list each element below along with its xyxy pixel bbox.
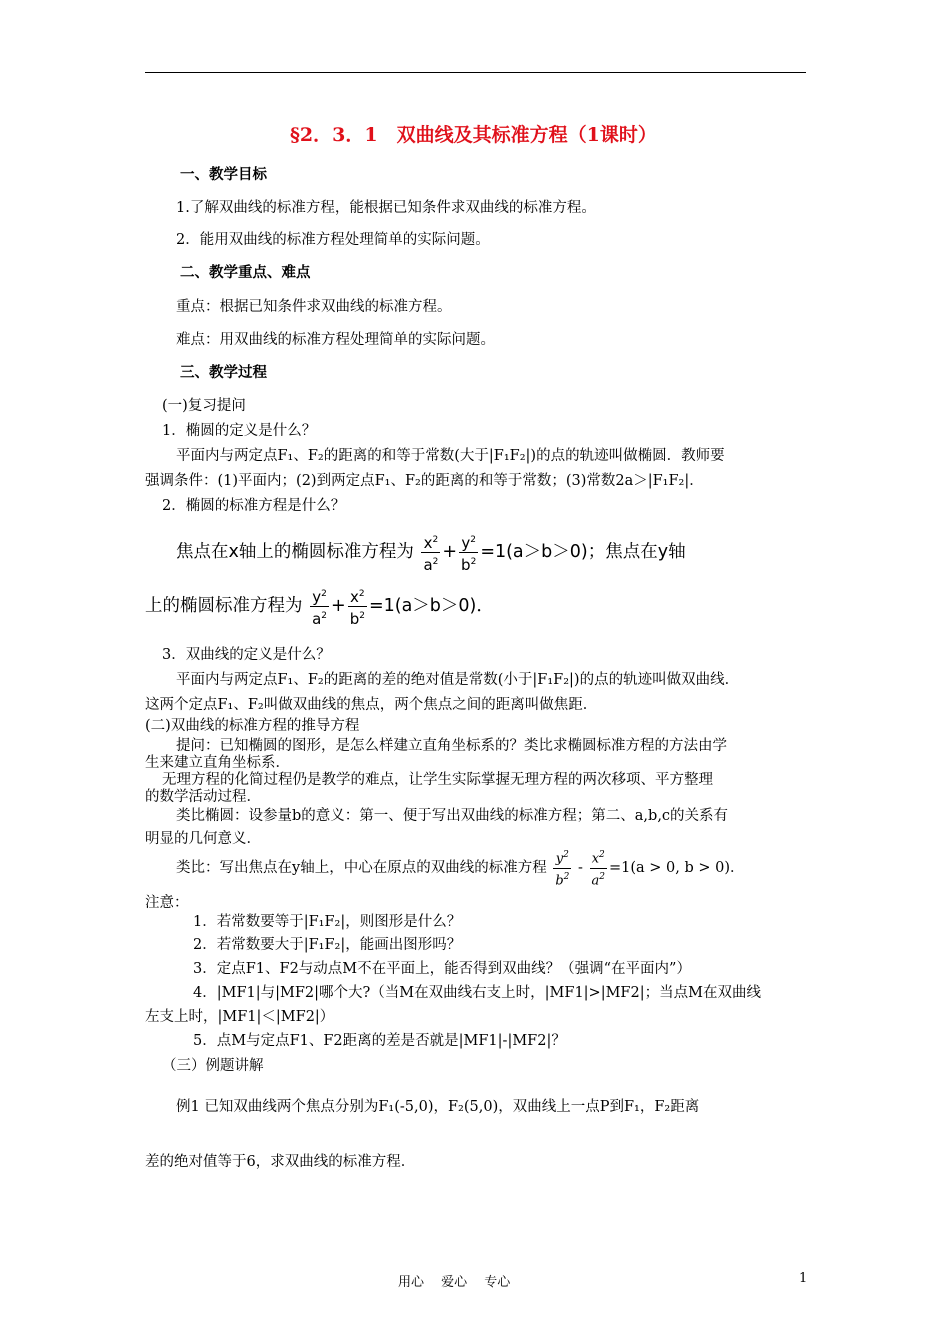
derivation-p2-line2: 的数学活动过程． (145, 789, 261, 805)
derivation-p1-line2: 生来建立直角坐标系． (145, 755, 290, 771)
review-answer-3-line1: 平面内与两定点F₁、F₂的距离的差的绝对值是常数(小于|F₁F₂|)的点的轨迹叫做双曲线． (176, 672, 740, 688)
derivation-p2-line1: 无理方程的化简过程仍是教学的难点，让学生实际掌握无理方程的两次移项、平方整理 (162, 772, 713, 788)
keypoint-item: 难点：用双曲线的标准方程处理简单的实际问题。 (176, 332, 495, 348)
example-1-line1: 例1 已知双曲线两个焦点分别为F₁(-5,0)，F₂(5,0)，双曲线上一点P到F₁，F₂距离 (176, 1099, 700, 1115)
derivation-p1-line1: 提问：已知椭圆的图形，是怎么样建立直角坐标系的？类比求椭圆标准方程的方法由学 (176, 738, 727, 754)
note-item: 2．若常数要大于|F₁F₂|，能画出图形吗？ (193, 937, 462, 953)
equation-text: 上的椭圆标准方程为 (145, 596, 303, 616)
objective-item: 1.了解双曲线的标准方程，能根据已知条件求双曲线的标准方程。 (176, 200, 596, 216)
note-item: 3．定点F1、F2与动点M不在平面上，能否得到双曲线？（强调“在平面内”） (193, 961, 691, 977)
keypoint-item: 重点：根据已知条件求双曲线的标准方程。 (176, 299, 452, 315)
review-answer-1-line1: 平面内与两定点F₁、F₂的距离的和等于常数(大于|F₁F₂|)的点的轨迹叫做椭圆．教师要 (176, 448, 725, 464)
section-heading-objectives: 一、教学目标 (180, 166, 267, 183)
note-item-continued: 左支上时，|MF1|＜|MF2|） (145, 1009, 335, 1025)
fraction-y2-b2: $\frac{y^2}{b^2}$ (553, 847, 571, 889)
note-label: 注意： (145, 895, 189, 911)
hyperbola-equation-line: 类比：写出焦点在y轴上，中心在原点的双曲线的标准方程 $\frac{y^2}{b^2}$ - $\frac{x^2}{a^2}$ =1(a > 0, b > 0)． (176, 846, 745, 890)
equation-text: 类比：写出焦点在y轴上，中心在原点的双曲线的标准方程 (176, 860, 547, 876)
note-item: 1．若常数要等于|F₁F₂|，则图形是什么？ (193, 914, 462, 930)
ellipse-equation-line2: 上的椭圆标准方程为 $\frac{y^2}{a^2}$ + $\frac{x^2}{b^2}$ =1(a＞b＞0)． (145, 582, 494, 630)
review-answer-3-line2: 这两个定点F₁、F₂叫做双曲线的焦点，两个焦点之间的距离叫做焦距． (145, 697, 598, 713)
review-question-1: 1．椭圆的定义是什么？ (162, 423, 317, 439)
review-question-2: 2．椭圆的标准方程是什么？ (162, 498, 346, 514)
note-item: 4．|MF1|与|MF2|哪个大?（当M在双曲线右支上时，|MF1|>|MF2|；当点M在双曲线 (193, 985, 761, 1001)
ellipse-equation-line1: 焦点在x轴上的椭圆标准方程为 $\frac{x^2}{a^2}$ + $\frac{y^2}{b^2}$ =1(a＞b＞0)；焦点在y轴 (176, 528, 686, 576)
example-1-line2: 差的绝对值等于6，求双曲线的标准方程． (145, 1154, 416, 1170)
header-rule (145, 72, 806, 73)
section-heading-process: 三、教学过程 (180, 364, 267, 381)
review-answer-1-line2: 强调条件：(1)平面内；(2)到两定点F₁、F₂的距离的和等于常数；(3)常数2a＞|F₁F₂|． (145, 473, 704, 489)
review-question-3: 3．双曲线的定义是什么？ (162, 647, 331, 663)
fraction-x2-a2: $\frac{x^2}{a^2}$ (421, 531, 440, 574)
objective-item: 2．能用双曲线的标准方程处理简单的实际问题。 (176, 232, 490, 248)
review-heading: (一)复习提问 (162, 398, 246, 414)
page-number: 1 (799, 1271, 808, 1286)
derivation-heading: (二)双曲线的标准方程的推导方程 (145, 718, 360, 734)
section-heading-keypoints: 二、教学重点、难点 (180, 264, 311, 281)
note-item: 5．点M与定点F1、F2距离的差是否就是|MF1|-|MF2|？ (193, 1033, 566, 1049)
footer-motto: 用心 爱心 专心 (398, 1275, 511, 1290)
fraction-y2-b2: $\frac{y^2}{b^2}$ (459, 531, 478, 574)
equation-text: =1(a＞b＞0)；焦点在y轴 (480, 542, 686, 562)
examples-heading: （三）例题讲解 (162, 1058, 264, 1074)
equation-text: 焦点在x轴上的椭圆标准方程为 (176, 542, 414, 562)
fraction-x2-b2: $\frac{x^2}{b^2}$ (348, 585, 367, 628)
derivation-p3-line1: 类比椭圆：设参量b的意义：第一、便于写出双曲线的标准方程；第二、a,b,c的关系有 (176, 808, 729, 824)
fraction-y2-a2: $\frac{y^2}{a^2}$ (310, 585, 329, 628)
equation-text: =1(a > 0, b > 0)． (609, 860, 745, 876)
derivation-p3-line2: 明显的几何意义． (145, 831, 261, 847)
page-title: §2．3．1 双曲线及其标准方程（1课时） (290, 124, 657, 146)
equation-text: =1(a＞b＞0)． (368, 596, 494, 616)
fraction-x2-a2: $\frac{x^2}{a^2}$ (590, 847, 608, 889)
